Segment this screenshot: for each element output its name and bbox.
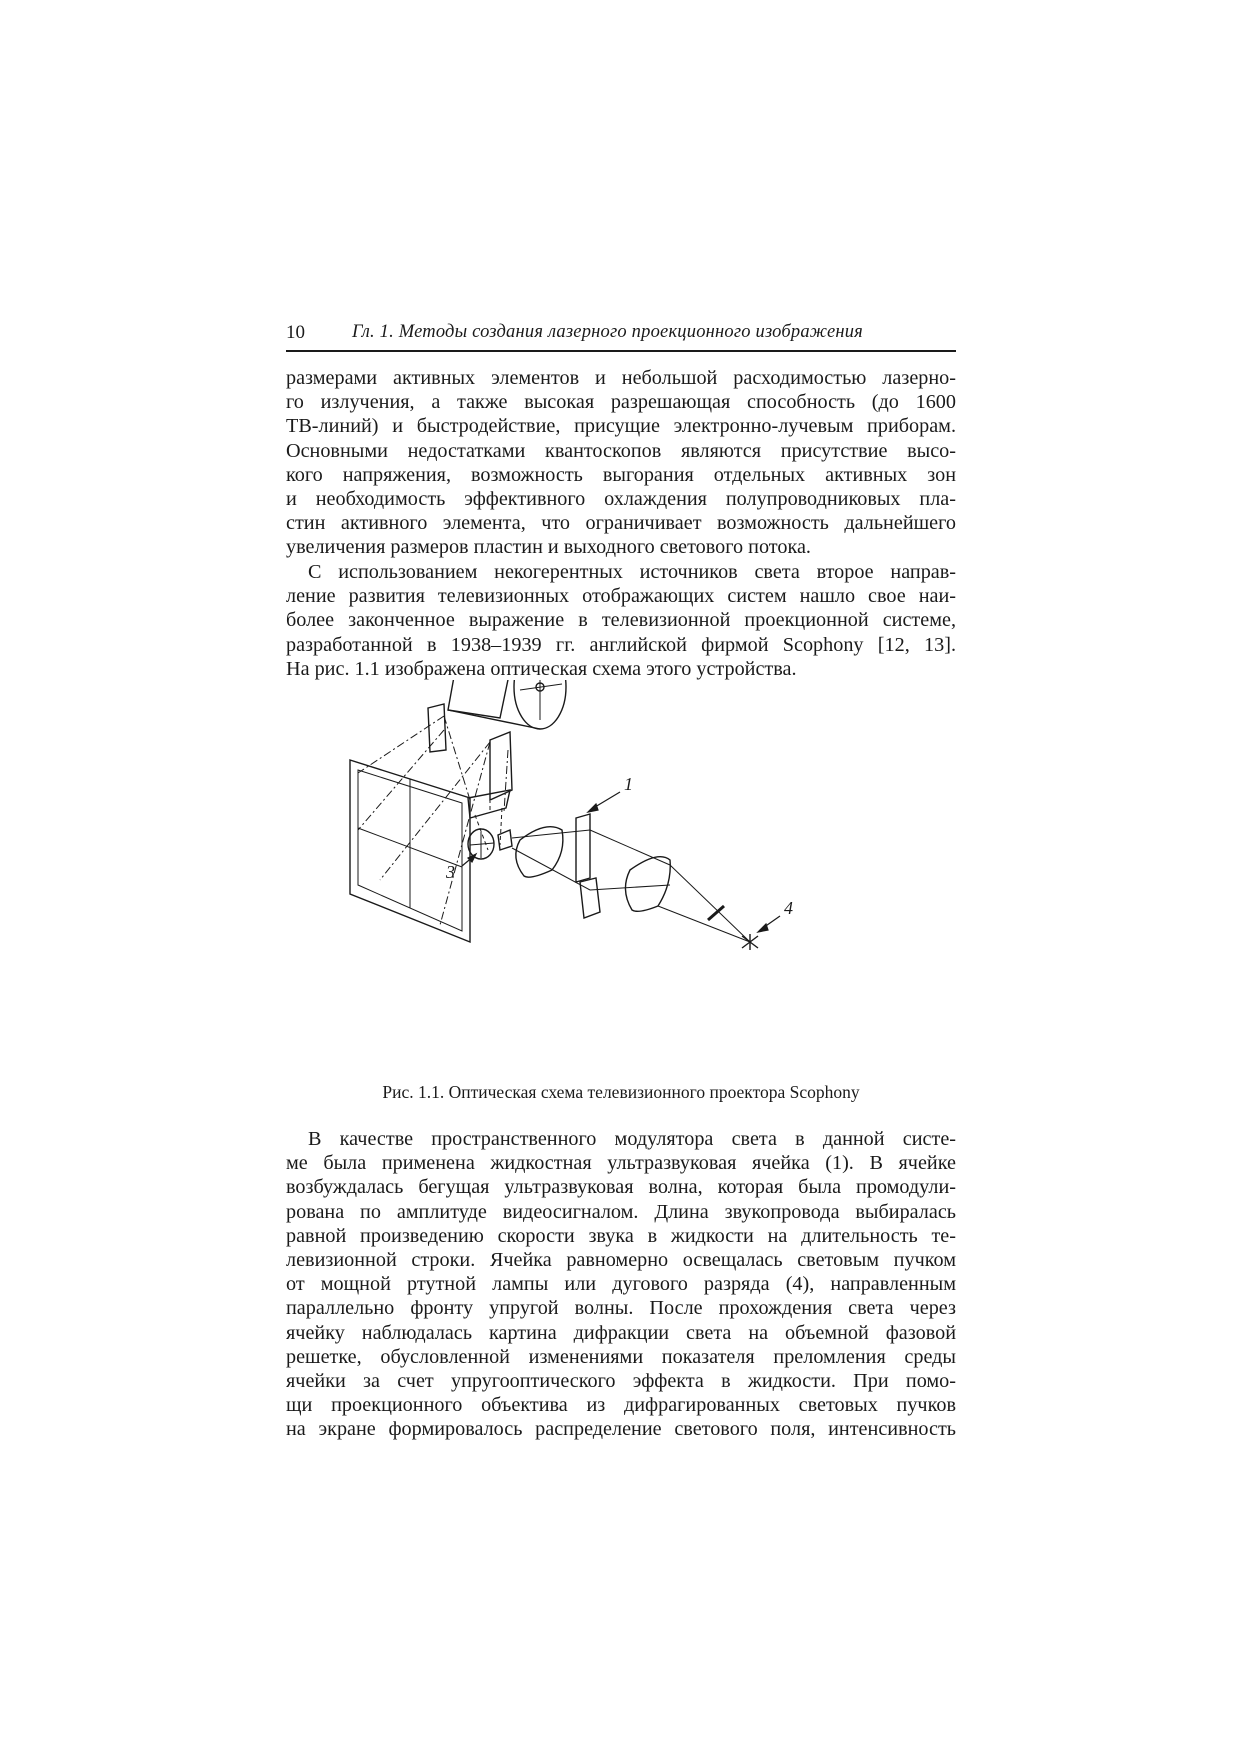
- text-line: ление развития телевизионных отображающих систем нашло свое наи-: [286, 585, 956, 608]
- light-paths: [512, 830, 750, 942]
- paragraph-1: [286, 366, 956, 560]
- label-3: 3: [446, 862, 455, 882]
- text-line: увеличения размеров пластин и выходного светового потока.: [286, 536, 811, 559]
- text-line: рована по амплитуде видеосигналом. Длина звукопровода выбиралась: [286, 1200, 956, 1223]
- polygon-mirror-drum: [448, 680, 566, 729]
- text-line: возбуждалась бегущая ультразвуковая волна, которая была промодули-: [286, 1176, 956, 1199]
- text-line: разработанной в 1938–1939 гг. английской фирмой Scophony [12, 13].: [286, 633, 956, 656]
- running-header: [286, 320, 956, 352]
- text-line: размерами активных элементов и небольшой расходимостью лазерно-: [286, 367, 956, 389]
- chapter-title: Гл. 1. Методы создания лазерного проекционного изображения: [352, 322, 863, 342]
- text-line: го излучения, а также высокая разрешающая способность (до 1600: [286, 391, 956, 414]
- text-line: ячейки за счет упругооптического эффекта в жидкости. При помо-: [286, 1369, 956, 1392]
- page-number: 10: [286, 322, 305, 343]
- text-line: и необходимость эффективного охлаждения полупроводниковых пла-: [286, 487, 956, 510]
- text-line: решетке, обусловленной изменениями показателя преломления среды: [286, 1345, 956, 1368]
- text-line: На рис. 1.1 изображена оптическая схема этого устройства.: [286, 657, 797, 680]
- text-line: более законченное выражение в телевизионной проекционной системе,: [286, 609, 956, 632]
- text-line: ме была применена жидкостная ультразвуковая ячейка (1). В ячейке: [286, 1152, 956, 1175]
- text-line: стин активного элемента, что ограничивает возможность дальнейшего: [286, 512, 956, 535]
- text-line: ТВ-линий) и быстродействие, присущие электронно-лучевым приборам.: [286, 415, 956, 438]
- text-line: на экране формировалось распределение светового поля, интенсивность: [286, 1418, 956, 1441]
- text-line: щи проекционного объектива из дифрагированных световых пучков: [286, 1394, 956, 1417]
- label-1: 1: [624, 774, 633, 794]
- text-line: от мощной ртутной лампы или дугового разряда (4), направленным: [286, 1273, 956, 1296]
- label-leaders: [462, 680, 780, 932]
- text-line: равной произведению скорости звука в жидкости на длительность те-: [286, 1224, 956, 1247]
- text-line: В качестве пространственного модулятора света в данной систе-: [308, 1128, 956, 1150]
- paragraph-3: [286, 1127, 956, 1441]
- text-line: ячейку наблюдалась картина дифракции света на объемной фазовой: [286, 1321, 956, 1344]
- projection-screen: [350, 760, 470, 942]
- condenser-lens: [516, 827, 563, 877]
- paragraph-2: [286, 560, 956, 681]
- text-line: С использованием некогерентных источников света второе направ-: [308, 561, 956, 583]
- text-line: кого напряжения, возможность выгорания отдельных активных зон: [286, 463, 956, 486]
- text-line: Основными недостатками квантоскопов являются присутствие высо-: [286, 439, 956, 462]
- label-4: 4: [784, 898, 793, 918]
- scan-beams: [358, 716, 508, 925]
- ultrasonic-cell: [576, 814, 600, 918]
- scophony-optical-diagram: [340, 680, 940, 1080]
- text-line: левизионной строки. Ячейка равномерно освещалась световым пучком: [286, 1248, 956, 1271]
- figure-caption: Рис. 1.1. Оптическая схема телевизионного проектора Scophony: [382, 1082, 860, 1102]
- text-line: параллельно фронту упругой волны. После прохождения света через: [286, 1297, 956, 1320]
- projection-lens: [625, 857, 670, 912]
- slit: [708, 906, 724, 920]
